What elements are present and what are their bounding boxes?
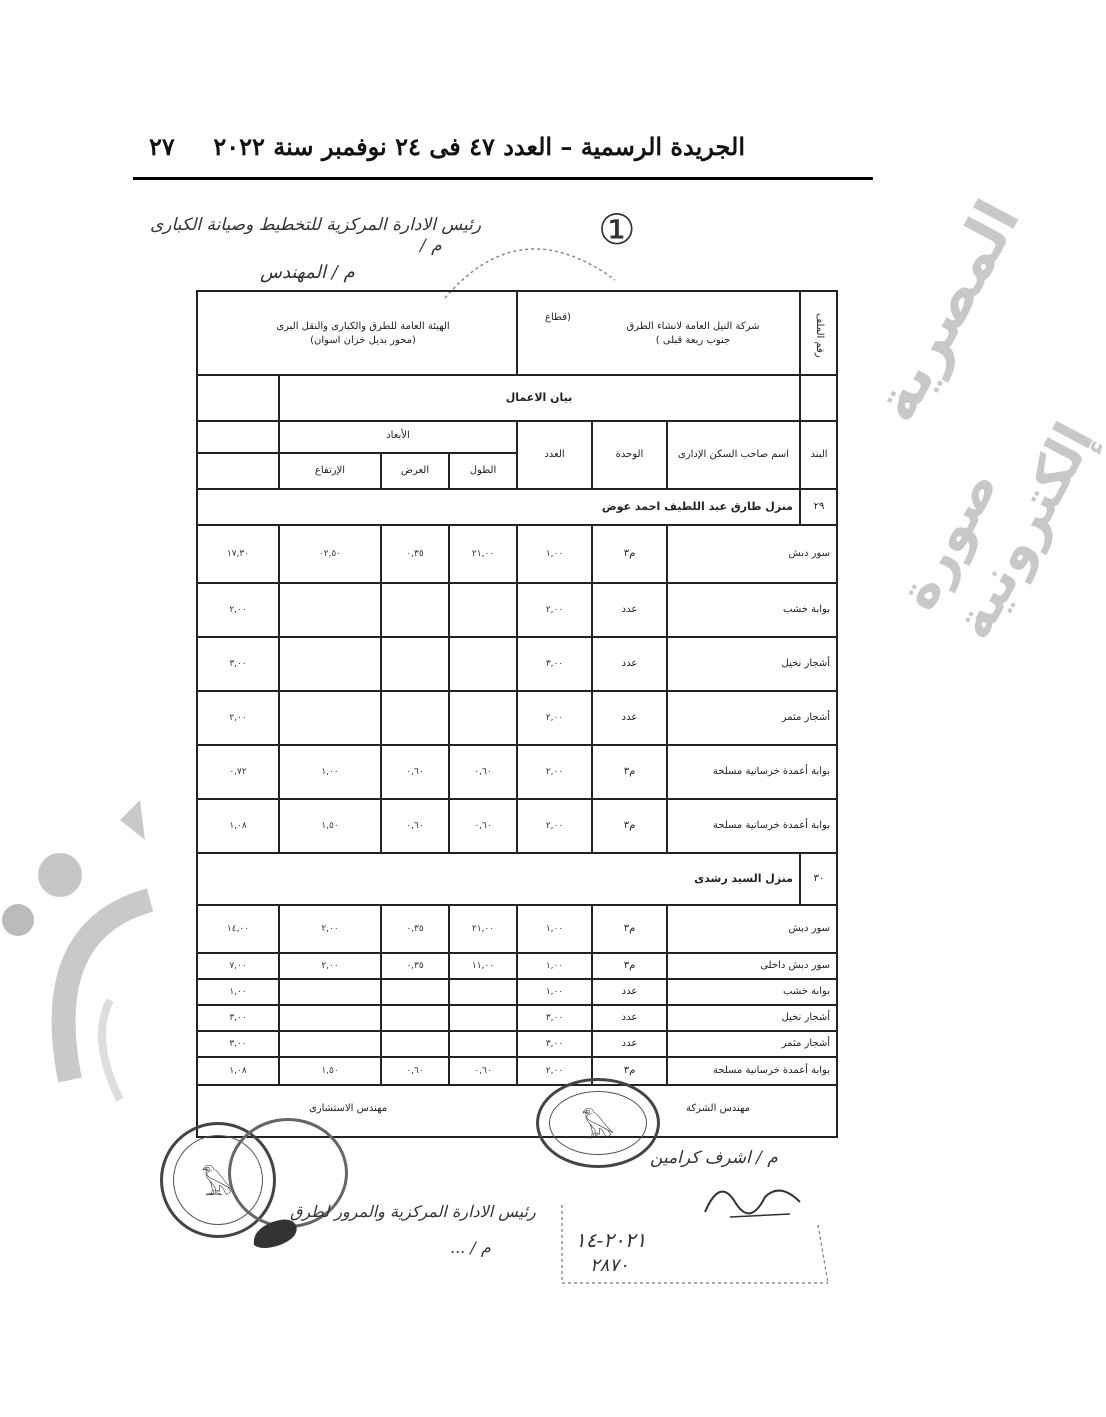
table-row-total: ٢,٠٠ bbox=[229, 713, 247, 723]
table-row-height: ٠٢,٥٠ bbox=[318, 549, 342, 559]
handwritten-date: ٢٠٢١-١٤ bbox=[575, 1228, 647, 1252]
table-row-length: ٠,٦٠ bbox=[474, 821, 492, 831]
table-row-width: ٠,٦٠ bbox=[406, 821, 424, 831]
page-number: ٢٧ bbox=[149, 132, 175, 161]
table-row-unit: م٣ bbox=[623, 548, 636, 559]
table-row-unit: عدد bbox=[621, 604, 638, 615]
table-row-item: بوابة خشب bbox=[783, 604, 830, 615]
col-item-header: البند bbox=[810, 449, 828, 460]
group-30-number: ٣٠ bbox=[813, 873, 825, 884]
table-row-total: ٢,٠٠ bbox=[229, 605, 247, 615]
watermark-logo-icon bbox=[0, 780, 200, 1140]
table-row-item: بوابة أعمدة خرسانية مسلحة bbox=[712, 766, 830, 777]
table-row-count: ١,٠٠ bbox=[545, 961, 564, 971]
dotted-box-mark bbox=[560, 1185, 830, 1285]
col-unit-header: الوحدة bbox=[615, 449, 644, 460]
table-row-count: ١,٠٠ bbox=[545, 987, 564, 997]
works-statement-form bbox=[196, 290, 838, 1138]
group-29-title: منزل طارق عبد اللطيف احمد عوض bbox=[601, 500, 793, 513]
table-row-item: سور دبش bbox=[788, 548, 830, 559]
table-row-count: ٣,٠٠ bbox=[545, 1039, 564, 1049]
table-row-total: ١٧,٣٠ bbox=[226, 549, 250, 559]
company-name bbox=[588, 306, 798, 362]
table-row-count: ٢,٠٠ bbox=[545, 605, 564, 615]
table-row-total: ١,٠٨ bbox=[229, 1066, 247, 1076]
table-row-width: ٠,٣٥ bbox=[406, 924, 424, 934]
handwritten-note-bottom-2: رئيس الادارة المركزية والمرور لطرق bbox=[290, 1202, 536, 1221]
table-row-total: ٣,٠٠ bbox=[229, 659, 247, 669]
table-row-width: ٠,٣٥ bbox=[406, 549, 424, 559]
handwritten-note-top: رئيس الادارة المركزية للتخطيط وصيانة الكبارى bbox=[150, 215, 482, 235]
table-row-total: ١,٠٨ bbox=[229, 821, 247, 831]
table-row-item: بوابة أعمدة خرسانية مسلحة bbox=[712, 1065, 830, 1076]
company-label: شركة النيل العامة لانشاء الطرق bbox=[626, 321, 760, 332]
watermark-text-2: صورة إلكترونية bbox=[885, 412, 1106, 650]
table-row-length: ٠,٦٠ bbox=[474, 1066, 492, 1076]
table-row-item: أشجار نخيل bbox=[781, 658, 830, 669]
table-row-unit: عدد bbox=[621, 712, 638, 723]
col-width-header: العرض bbox=[400, 465, 430, 476]
handwritten-line-2: م / bbox=[420, 236, 442, 256]
table-row-height: ١,٠٠ bbox=[321, 767, 339, 777]
authority-axis: (محور بديل خزان اسوان) bbox=[310, 335, 416, 346]
table-row-total: ١,٠٠ bbox=[229, 987, 247, 997]
table-row-height: ٢,٠٠ bbox=[321, 961, 339, 971]
signature-consultant-label: مهندس الاستشارى bbox=[308, 1103, 388, 1114]
header-rule bbox=[133, 177, 873, 180]
authority-label: الهيئة العامة للطرق والكبارى والنقل البرى bbox=[276, 321, 450, 332]
table-row-count: ١,٠٠ bbox=[545, 549, 564, 559]
table-row-item: أشجار نخيل bbox=[781, 1012, 830, 1023]
table-row-unit: عدد bbox=[621, 1038, 638, 1049]
table-row-total: ٣,٠٠ bbox=[229, 1013, 247, 1023]
sector-label: (قطاع bbox=[545, 312, 571, 323]
table-row-unit: م٣ bbox=[623, 820, 636, 831]
section-title: بيان الاعمال bbox=[505, 391, 573, 404]
table-row-total: ٣,٠٠ bbox=[229, 1039, 247, 1049]
handwritten-line-3: م / المهندس bbox=[260, 262, 355, 283]
table-row-total: ١٤,٠٠ bbox=[226, 924, 250, 934]
table-row-count: ٣,٠٠ bbox=[545, 659, 564, 669]
table-row-total: ٧,٠٠ bbox=[229, 961, 247, 971]
col-length-header: الطول bbox=[469, 465, 497, 476]
table-row-count: ٢,٠٠ bbox=[545, 821, 564, 831]
table-row-item: بوابة خشب bbox=[783, 986, 830, 997]
table-row-length: ٢١,٠٠ bbox=[471, 549, 495, 559]
table-row-unit: عدد bbox=[621, 1012, 638, 1023]
table-row-item: أشجار مثمر bbox=[781, 712, 830, 723]
handwritten-note-bottom-3: م / ... bbox=[450, 1238, 491, 1257]
table-row-unit: م٣ bbox=[623, 923, 636, 934]
circle-mark: ① bbox=[598, 205, 636, 254]
table-row-unit: م٣ bbox=[623, 766, 636, 777]
group-30-title: منزل السيد رشدى bbox=[694, 872, 793, 885]
col-dims-header: الأبعاد bbox=[386, 430, 410, 441]
table-row-count: ١,٠٠ bbox=[545, 924, 564, 934]
table-row-width: ٠,٣٥ bbox=[406, 961, 424, 971]
file-number-label: رقم الملف bbox=[814, 312, 825, 358]
col-owner-header: اسم صاحب السكن الإدارى bbox=[677, 449, 790, 460]
table-row-unit: م٣ bbox=[623, 960, 636, 971]
col-count-header: العدد bbox=[544, 449, 565, 460]
handwritten-number: ٢٨٧٠ bbox=[590, 1255, 629, 1276]
table-row-width: ٠,٦٠ bbox=[406, 1066, 424, 1076]
table-row-count: ٢,٠٠ bbox=[545, 767, 564, 777]
table-row-item: بوابة أعمدة خرسانية مسلحة bbox=[712, 820, 830, 831]
table-row-height: ١,٥٠ bbox=[321, 821, 339, 831]
page-title: الجريدة الرسمية – العدد ٤٧ فى ٢٤ نوفمبر سنة ٢٠٢٢ bbox=[213, 132, 745, 161]
table-row-item: سور دبش داخلى bbox=[760, 960, 830, 971]
company-region: جنوب ربعة قبلى ) bbox=[655, 335, 731, 346]
watermark-text-1: المصرية bbox=[860, 189, 1034, 433]
col-height-header: الإرتفاع bbox=[314, 465, 346, 476]
table-row-unit: عدد bbox=[621, 658, 638, 669]
official-seal-icon: 𓅃 bbox=[536, 1078, 660, 1168]
signature-company-label: مهندس الشركة bbox=[686, 1103, 751, 1114]
table-row-length: ١١,٠٠ bbox=[471, 961, 495, 971]
table-row-count: ٢,٠٠ bbox=[545, 713, 564, 723]
table-row-item: أشجار مثمر bbox=[781, 1038, 830, 1049]
page-header bbox=[133, 128, 873, 168]
official-seal-left-icon: 𓅃 bbox=[160, 1122, 276, 1238]
table-row-item: سور دبش bbox=[788, 923, 830, 934]
table-row-count: ٣,٠٠ bbox=[545, 1013, 564, 1023]
group-29-number: ٢٩ bbox=[813, 501, 825, 512]
authority-name bbox=[228, 306, 498, 362]
table-row-length: ٢١,٠٠ bbox=[471, 924, 495, 934]
table-row-width: ٠,٦٠ bbox=[406, 767, 424, 777]
handwritten-note-bottom-1: م / اشرف كرامين bbox=[650, 1148, 778, 1168]
table-row-height: ١,٥٠ bbox=[321, 1066, 339, 1076]
table-row-count: ٢,٠٠ bbox=[545, 1066, 564, 1076]
table-row-unit: م٣ bbox=[623, 1065, 636, 1076]
table-row-unit: عدد bbox=[621, 986, 638, 997]
table-row-length: ٠,٦٠ bbox=[474, 767, 492, 777]
table-row-height: ٢,٠٠ bbox=[321, 924, 339, 934]
table-row-total: ٠,٧٢ bbox=[229, 767, 247, 777]
